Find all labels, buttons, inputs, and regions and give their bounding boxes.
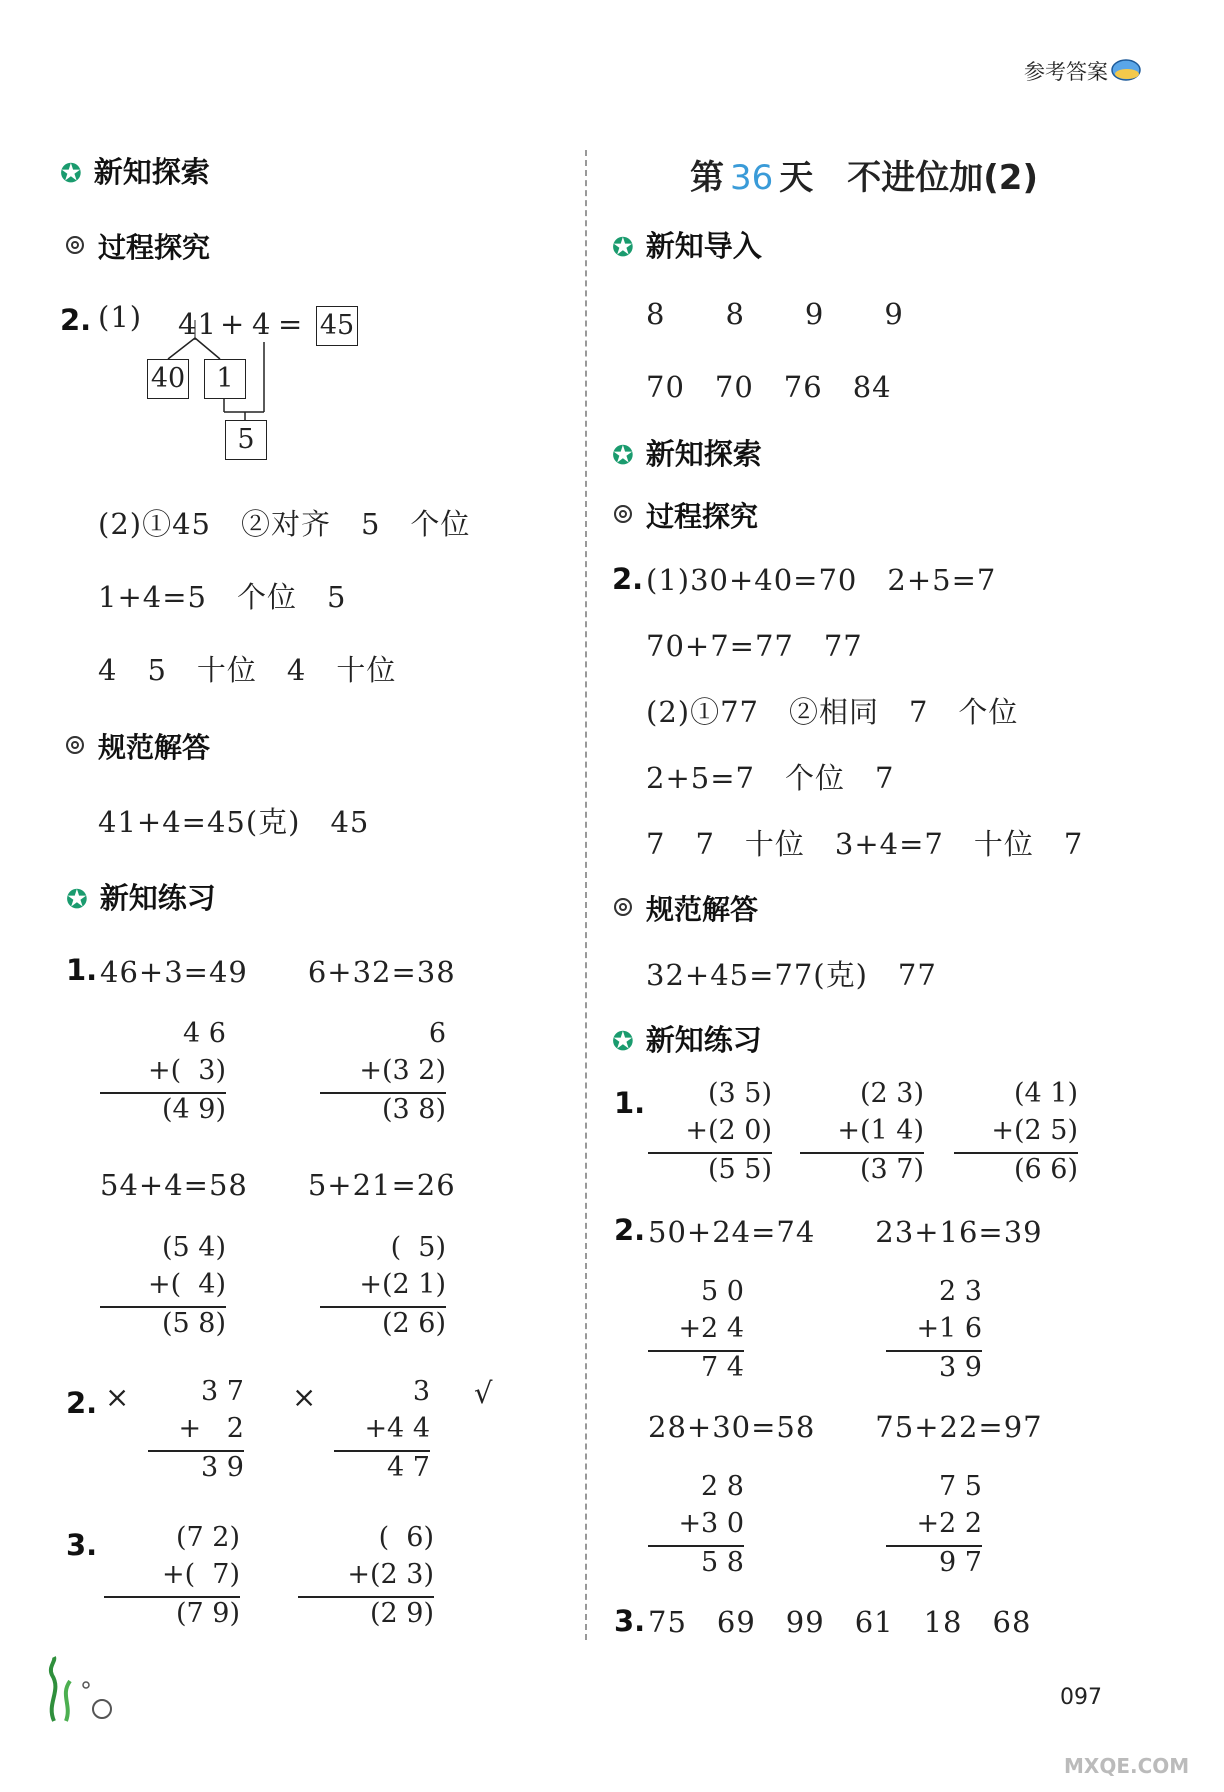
right-p2-vertical-4: 7 5 +2 2 9 7 [886,1471,982,1584]
right-practice-heading: ✪ 新知练习 [612,1023,762,1057]
left-explore-heading: ✪ 新知探索 [60,155,210,189]
left-p2-mark2: × [292,1380,318,1414]
left-p1-vertical-2: 6 +(3 2) (3 8) [320,1018,446,1131]
right-q2-line1: (1)30+40=70 2+5=7 [646,563,997,597]
right-p2-number: 2. [614,1213,646,1247]
right-standard-answer: 32+45=77(克) 77 [646,958,937,992]
left-standard-answer: 41+4=45(克) 45 [98,805,370,839]
right-p1-vertical-3: (4 1) +(2 5) (6 6) [954,1078,1078,1191]
ones-box: 1 [204,359,246,399]
right-q2-line2: 70+7=77 77 [646,629,863,663]
left-p1-vertical-1: 4 6 +( 3) (4 9) [100,1018,226,1131]
right-p3-answers: 75 69 99 61 18 68 [648,1605,1032,1639]
left-p3-number: 3. [66,1528,98,1562]
right-p3-number: 3. [614,1604,646,1638]
left-p1-line2: 54+4=58 5+21=26 [100,1168,456,1202]
left-p2-vertical-2: 3 +4 4 4 7 [334,1376,430,1489]
left-q2-number: 2. [60,303,92,337]
watermark: MXQE.COM [1064,1754,1190,1778]
sum-box: 5 [225,420,267,460]
left-p1-number: 1. [66,953,98,987]
lesson-title: 第 36 天 不进位加(2) [690,158,1039,198]
ring-icon [66,236,84,254]
left-p2-vertical-1: 3 7 + 2 3 9 [148,1376,244,1489]
left-process-heading: 过程探究 [66,226,210,266]
left-p2-mark1: × [105,1380,131,1414]
right-p1-number: 1. [614,1086,646,1120]
shell-icon [1110,54,1142,82]
page-number: 097 [1060,1685,1102,1710]
ring-icon [614,898,632,916]
left-q2-eq: = [278,307,304,341]
right-q2-number: 2. [612,562,644,596]
right-p1-vertical-2: (2 3) +(1 4) (3 7) [800,1078,924,1191]
right-explore-heading: ✪ 新知探索 [612,437,762,471]
star-icon: ✪ [60,159,82,189]
seaweed-icon [42,1655,122,1723]
star-icon: ✪ [612,1027,634,1057]
left-q2-part1: (1) [98,300,143,334]
right-q2-line4: 2+5=7 个位 7 [646,761,895,795]
right-p1-vertical-1: (3 5) +(2 0) (5 5) [648,1078,772,1191]
left-p3-vertical-2: ( 6) +(2 3) (2 9) [298,1522,434,1635]
left-q2-b: 4 [252,307,272,341]
left-q2-op: + [220,307,246,341]
right-q2-line3: (2)①77 ②相同 7 个位 [646,695,1019,729]
right-q2-line5: 7 7 十位 3+4=7 十位 7 [646,827,1084,861]
right-p2-vertical-2: 2 3 +1 6 3 9 [886,1276,982,1389]
ring-icon [614,505,632,523]
right-p2-line1: 50+24=74 23+16=39 [648,1215,1043,1249]
ring-icon [66,736,84,754]
left-q2-line3: 4 5 十位 4 十位 [98,653,397,687]
left-q2-a: 41 [178,307,217,341]
column-divider [585,150,587,1640]
star-icon: ✪ [612,441,634,471]
left-q2-line2: 1+4=5 个位 5 [98,580,347,614]
right-intro-line2: 70 70 76 84 [646,370,892,404]
left-p2-number: 2. [66,1386,98,1420]
left-standard-heading: 规范解答 [66,726,210,766]
left-p2-mark3: √ [474,1376,494,1410]
decomposition-lines [140,320,280,430]
right-p2-vertical-1: 5 0 +2 4 7 4 [648,1276,744,1389]
left-practice-heading: ✪ 新知练习 [66,881,216,915]
right-intro-heading: ✪ 新知导入 [612,229,762,263]
left-p1-line1: 46+3=49 6+32=38 [100,955,456,989]
star-icon: ✪ [612,233,634,263]
header-label: 参考答案 [1024,60,1108,84]
right-p2-line2: 28+30=58 75+22=97 [648,1410,1043,1444]
right-intro-line1: 8 8 9 9 [646,297,904,331]
right-process-heading: 过程探究 [614,495,758,535]
left-q2-line1: (2)①45 ②对齐 5 个位 [98,507,471,541]
left-p1-vertical-3: (5 4) +( 4) (5 8) [100,1232,226,1345]
star-icon: ✪ [66,885,88,915]
result-box: 45 [316,306,358,346]
tens-box: 40 [147,359,189,399]
right-p2-vertical-3: 2 8 +3 0 5 8 [648,1471,744,1584]
left-p1-vertical-4: ( 5) +(2 1) (2 6) [320,1232,446,1345]
right-standard-heading: 规范解答 [614,888,758,928]
left-p3-vertical-1: (7 2) +( 7) (7 9) [104,1522,240,1635]
